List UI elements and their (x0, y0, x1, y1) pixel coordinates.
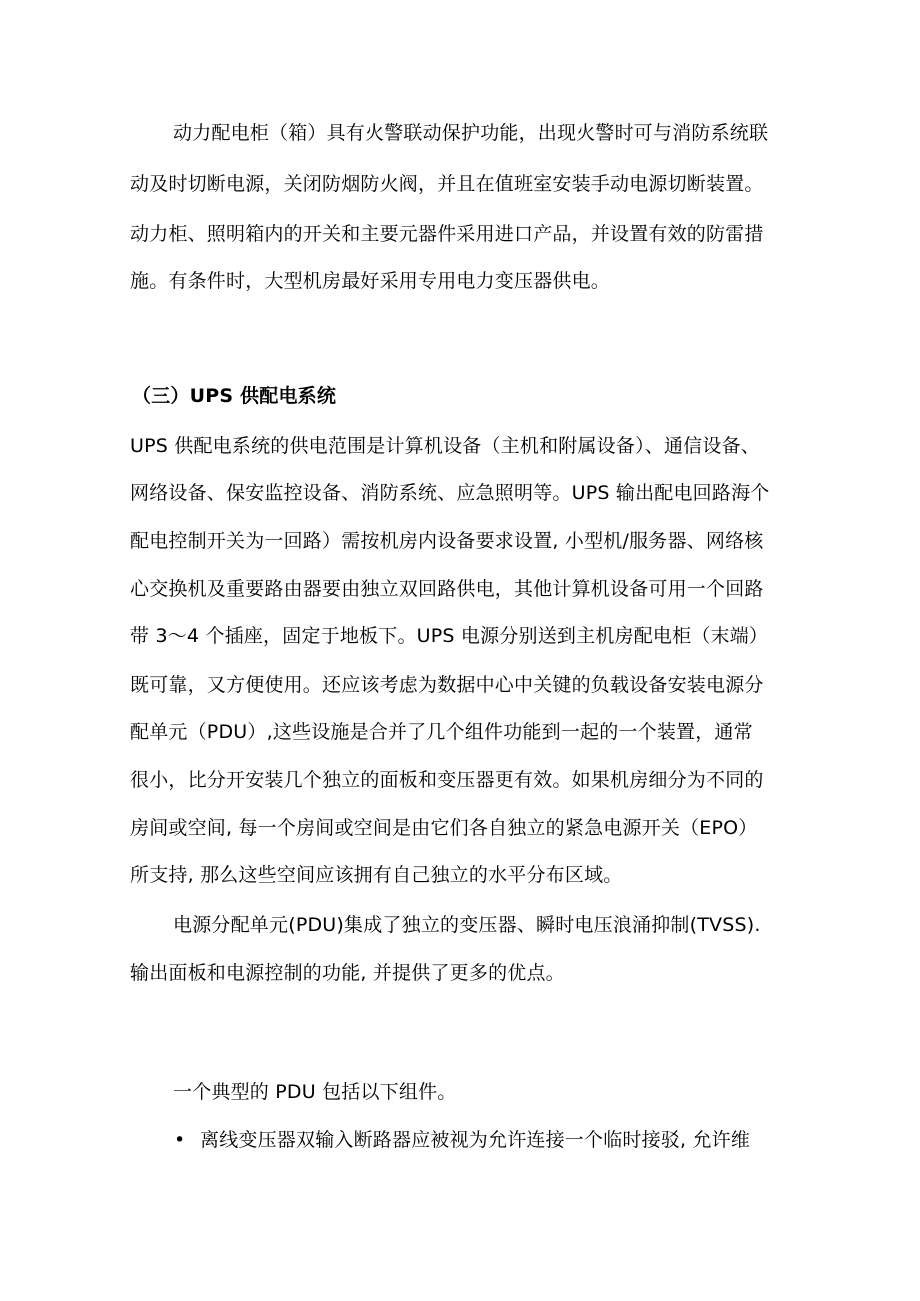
section-heading: （三）UPS 供配电系统 (132, 385, 337, 407)
text-line: 配单元（PDU）,这些设施是合并了几个组件功能到一起的一个装置，通常 (130, 721, 753, 743)
text-line: 心交换机及重要路由器要由独立双回路供电，其他计算机设备可用一个回路 (130, 578, 764, 600)
text-line: 动及时切断电源，关闭防烟防火阀，并且在值班室安装手动电源切断装置。 (130, 173, 764, 195)
text-line: 施。有条件时，大型机房最好采用专用电力变压器供电。 (130, 270, 611, 292)
text-line: 网络设备、保安监控设备、消防系统、应急照明等。UPS 输出配电回路海个 (130, 482, 770, 504)
text-line: UPS 供配电系统的供电范围是计算机设备（主机和附属设备）、通信设备、 (130, 435, 760, 457)
text-line: 带 3～4 个插座，固定于地板下。UPS 电源分别送到主机房配电柜（末端） (130, 625, 769, 647)
text-line: 所支持, 那么这些空间应该拥有自己独立的水平分布区域。 (130, 864, 623, 886)
list-item-text: 离线变压器双输入断路器应被视为允许连接一个临时接驳, 允许维 (200, 1129, 751, 1151)
text-line: 房间或空间, 每一个房间或空间是由它们各自独立的紧急电源开关（EPO） (130, 817, 758, 839)
text-line: 既可靠，又方便使用。还应该考虑为数据中心中关键的负载设备安装电源分 (130, 674, 764, 696)
text-line: 输出面板和电源控制的功能, 并提供了更多的优点。 (130, 962, 565, 984)
text-line: 配电控制开关为一回路）需按机房内设备要求设置, 小型机/服务器、网络核 (130, 530, 764, 552)
list-intro: 一个典型的 PDU 包括以下组件。 (173, 1081, 457, 1103)
text-line: 动力柜、照明箱内的开关和主要元器件采用进口产品，并设置有效的防雷措 (130, 223, 764, 245)
text-line: 很小，比分开安装几个独立的面板和变压器更有效。如果机房细分为不同的 (130, 769, 764, 791)
bullet-icon: • (174, 1129, 186, 1151)
text-line: 动力配电柜（箱）具有火警联动保护功能，出现火警时可与消防系统联 (173, 122, 769, 144)
text-line: 电源分配单元(PDU)集成了独立的变压器、瞬时电压浪涌抑制(TVSS). (173, 914, 761, 936)
